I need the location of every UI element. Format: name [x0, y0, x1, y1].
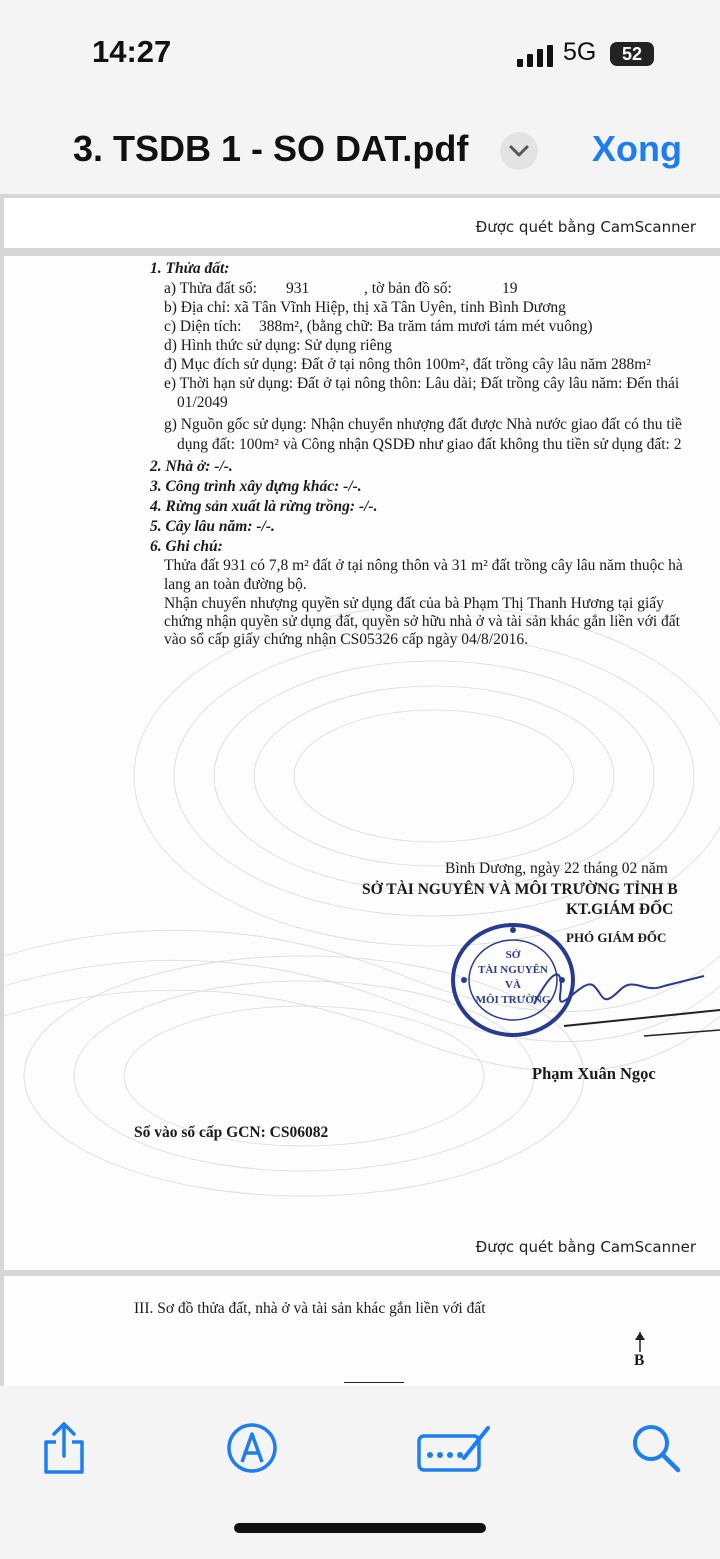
address-line: b) Địa chỉ: xã Tân Vĩnh Hiệp, thị xã Tân Uyên, tỉnh Bình Dương [164, 299, 566, 316]
map-sheet-label: , tờ bản đồ số: [364, 280, 452, 297]
scanner-watermark-2: Được quét bằng CamScanner [475, 1238, 696, 1256]
term-line: e) Thời hạn sử dụng: Đất ở tại nông thôn: Lâu dài; Đất trồng cây lâu năm: Đến thái [164, 375, 680, 392]
stamp-line-4: MÔI TRƯỜNG [475, 994, 551, 1006]
search-icon[interactable] [630, 1422, 682, 1474]
status-bar [0, 0, 720, 100]
plot-edge [344, 1382, 404, 1383]
compass-letter: B [634, 1352, 645, 1369]
section-forest: 4. Rừng sản xuất là rừng trồng: -/-. [150, 498, 378, 515]
director-title: KT.GIÁM ĐỐC [566, 901, 674, 918]
nav-bar [0, 100, 720, 194]
section-notes: 6. Ghi chú: [150, 538, 223, 555]
issuing-agency: SỞ TÀI NGUYÊN VÀ MÔI TRƯỜNG TỈNH B [362, 881, 678, 898]
deputy-director-title: PHÓ GIÁM ĐỐC [566, 930, 667, 945]
status-time: 14:27 [92, 34, 172, 69]
note-1: Thửa đất 931 có 7,8 m² đất ở tại nông thôn và 31 m² đất trồng cây lâu năm thuộc hà [164, 557, 683, 574]
area-value: 388m², (bằng chữ: Ba trăm tám mươi tám mét vuông) [259, 318, 593, 335]
security-pattern [4, 256, 720, 1270]
page-previous [4, 198, 720, 248]
battery-indicator: 52 [610, 42, 654, 66]
title-menu-button[interactable] [500, 132, 538, 170]
home-indicator[interactable] [234, 1523, 486, 1533]
section-parcel: 1. Thửa đất: [150, 260, 230, 277]
section-construction: 3. Công trình xây dựng khác: -/-. [150, 478, 362, 495]
signal-icon [517, 45, 555, 67]
issue-date-line: Bình Dương, ngày 22 tháng 02 năm [445, 860, 668, 877]
done-button[interactable]: Xong [592, 128, 682, 169]
origin-line: g) Nguồn gốc sử dụng: Nhận chuyển nhượng đất được Nhà nước giao đất có thu tiề [164, 416, 682, 433]
share-icon[interactable] [40, 1420, 88, 1476]
document-title[interactable]: 3. TSDB 1 - SO DAT.pdf [73, 128, 469, 169]
term-continued: 01/2049 [177, 394, 228, 411]
register-number: Số vào sổ cấp GCN: CS06082 [134, 1124, 329, 1141]
page-next [4, 1276, 720, 1386]
map-sheet-number: 19 [502, 280, 518, 297]
note-2: Nhận chuyển nhượng quyền sử dụng đất của bà Phạm Thị Thanh Hương tại giấy [164, 595, 664, 612]
network-label: 5G [563, 38, 597, 66]
area-label: c) Diện tích: [164, 318, 242, 335]
markup-icon[interactable] [226, 1422, 278, 1474]
bottom-toolbar [0, 1386, 720, 1559]
parcel-number: 931 [286, 280, 310, 297]
next-page-heading: III. Sơ đồ thửa đất, nhà ở và tài sản khác gắn liền với đất [134, 1300, 486, 1317]
origin-continued: dụng đất: 100m² và Công nhận QSDĐ như giao đất không thu tiền sử dụng đất: 2 [177, 436, 682, 453]
pdf-viewer[interactable] [0, 194, 720, 1386]
use-form-line: d) Hình thức sử dụng: Sử dụng riêng [164, 337, 392, 354]
signer-name: Phạm Xuân Ngọc [532, 1064, 656, 1083]
annotate-icon[interactable] [416, 1422, 492, 1474]
section-perennial: 5. Cây lâu năm: -/-. [150, 518, 275, 535]
scanner-watermark: Được quét bằng CamScanner [475, 218, 696, 236]
stamp-line-3: VÀ [505, 979, 521, 991]
purpose-line: đ) Mục đích sử dụng: Đất ở tại nông thôn 100m², đất trồng cây lâu năm 288m² [164, 356, 651, 373]
note-2-continued: chứng nhận quyền sử dụng đất, quyền sở hữu nhà ở và tài sản khác gắn liền với đất [164, 613, 680, 630]
stamp-line-1: SỞ [505, 949, 521, 961]
page-current [4, 256, 720, 1270]
parcel-number-label: a) Thửa đất số: [164, 280, 257, 297]
note-2-continued-2: vào sổ cấp giấy chứng nhận CS05326 cấp ngày 04/8/2016. [164, 631, 528, 648]
stamp-line-2: TÀI NGUYÊN [478, 964, 548, 976]
signature [524, 946, 720, 1056]
chevron-down-icon [500, 132, 538, 170]
section-house: 2. Nhà ở: -/-. [150, 458, 233, 475]
note-1-continued: lang an toàn đường bộ. [164, 576, 307, 593]
